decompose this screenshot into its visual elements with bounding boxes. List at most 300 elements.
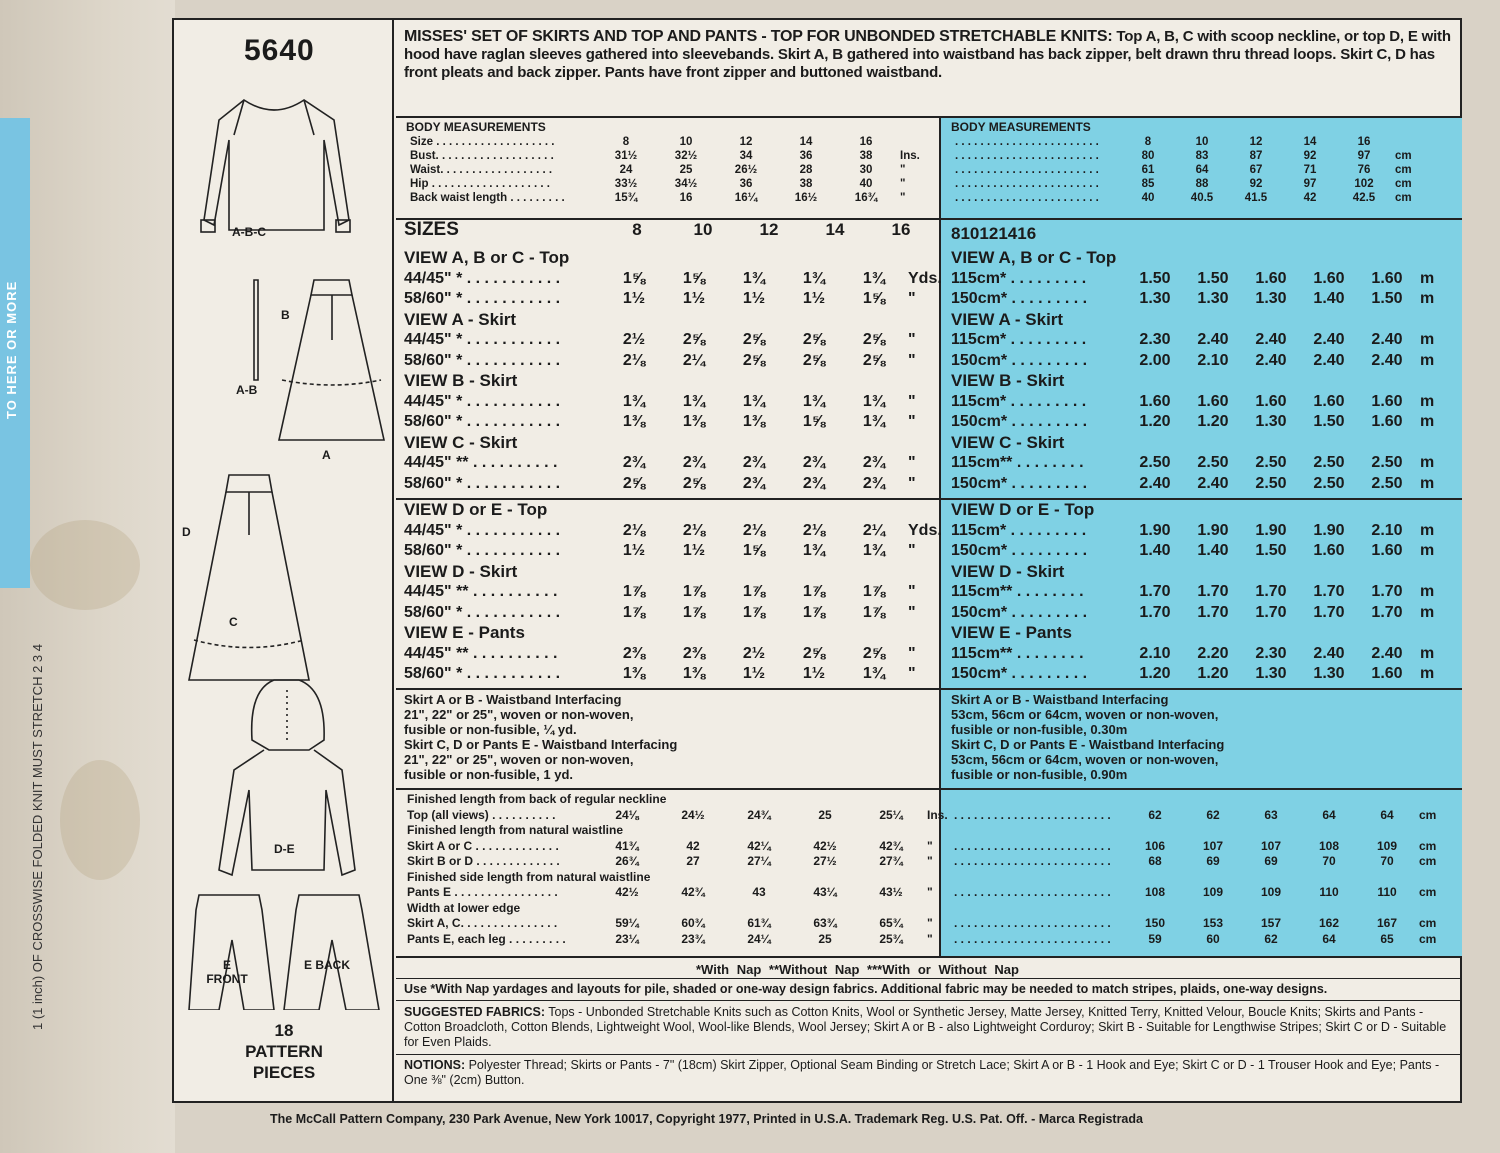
yardage-fabric-width: 58/60" * . . . . . . . . . . . bbox=[404, 290, 561, 307]
yardage-value: 1.50 bbox=[1139, 269, 1171, 287]
yardage-value: 2¾ bbox=[862, 454, 886, 471]
measurement-row bbox=[951, 177, 1416, 191]
yardage-fabric-width: 115cm** . . . . . . . . bbox=[951, 583, 1084, 600]
yardage-value: 1.90 bbox=[1139, 521, 1171, 539]
yardage-value: 1⅜ bbox=[682, 413, 706, 430]
finished-label: . . . . . . . . . . . . . . . . . . . . . . . . bbox=[954, 854, 1111, 868]
yardage-fabric-width: 150cm* . . . . . . . . . bbox=[951, 474, 1088, 492]
measurement-value: 16½ bbox=[794, 192, 818, 204]
finished-value: 69 bbox=[1206, 854, 1220, 868]
yardage-value: 1⅝ bbox=[862, 290, 886, 307]
paper-stain bbox=[60, 760, 140, 880]
finished-value: 107 bbox=[1202, 838, 1224, 853]
finished-row bbox=[951, 885, 1439, 901]
yardage-fabric-width: 44/45" * . . . . . . . . . . . bbox=[404, 521, 561, 539]
body-measurements-us bbox=[406, 120, 924, 205]
yardage-unit: " bbox=[908, 351, 916, 369]
yardage-value: 1⅝ bbox=[622, 269, 646, 287]
finished-measurements-us bbox=[404, 792, 951, 947]
yardage-section-row bbox=[951, 562, 1456, 583]
interfacing-line: 53cm, 56cm or 64cm, woven or non-woven, bbox=[951, 707, 1219, 722]
yardage-value: 1.30 bbox=[1255, 413, 1287, 430]
yardage-value: 1.70 bbox=[1313, 583, 1345, 600]
finished-row bbox=[951, 854, 1439, 870]
yardage-fabric-width: 44/45" * . . . . . . . . . . . bbox=[404, 392, 561, 410]
yardage-row bbox=[404, 412, 944, 433]
yardage-section-row bbox=[404, 562, 944, 583]
finished-heading-row bbox=[404, 792, 951, 808]
notions-text: Polyester Thread; Skirts or Pants - 7" (18cm) Skirt Zipper, Optional Seam Binding or Stretch Lace; Skirt A or B - 1 Hook and Eye; Skirt C or D - 1 Trouser Hook and Eye; Pants - One ⅜" (2cm) Button. bbox=[404, 1058, 1440, 1087]
measurement-label: . . . . . . . . . . . . . . . . . . . . . . . bbox=[955, 192, 1099, 204]
yardage-table-metric-bottom bbox=[951, 500, 1456, 685]
top-abc-drawing bbox=[201, 100, 350, 232]
measurement-value: 12 bbox=[1249, 136, 1263, 148]
measurement-value: 42 bbox=[1303, 192, 1317, 204]
finished-heading: Finished length from back of regular neckline bbox=[407, 792, 667, 806]
interfacing-line: Skirt A or B - Waistband Interfacing bbox=[404, 692, 622, 707]
finished-value: 60 bbox=[1206, 931, 1220, 946]
suggested-fabrics-label: SUGGESTED FABRICS: bbox=[404, 1005, 545, 1019]
yardage-value: 2¾ bbox=[682, 454, 706, 471]
finished-value: 25¼ bbox=[879, 807, 903, 822]
yardage-unit: Yds. bbox=[908, 521, 942, 539]
measurement-value: 87 bbox=[1249, 150, 1263, 162]
yardage-value: 1⅞ bbox=[742, 583, 766, 600]
yardage-unit: " bbox=[908, 474, 916, 492]
finished-value: 42¾ bbox=[681, 885, 705, 899]
measurement-value: 16 bbox=[1357, 136, 1371, 148]
skirt-cd-drawing bbox=[189, 475, 309, 680]
interfacing-us bbox=[404, 692, 677, 782]
finished-value: 27¼ bbox=[747, 854, 771, 868]
finished-value: 109 bbox=[1202, 885, 1224, 899]
body-measurements-table bbox=[406, 135, 924, 205]
yardage-value: 1.50 bbox=[1313, 413, 1345, 430]
measurement-value: 10 bbox=[679, 136, 693, 148]
finished-value: 24½ bbox=[681, 807, 705, 822]
yardage-section-title: VIEW A, B or C - Top bbox=[951, 248, 1117, 267]
measurement-value: 30 bbox=[859, 164, 873, 176]
finished-value: 62 bbox=[1206, 807, 1220, 822]
finished-value: 62 bbox=[1148, 807, 1162, 822]
yardage-unit: Yds. bbox=[908, 269, 942, 287]
measurement-unit: cm bbox=[1395, 164, 1412, 176]
yardage-row bbox=[951, 412, 1456, 433]
yardage-value: 2¾ bbox=[742, 454, 766, 471]
finished-row bbox=[951, 932, 1439, 948]
measurement-unit bbox=[1391, 135, 1416, 149]
finished-label: Top (all views) . . . . . . . . . . bbox=[407, 807, 556, 822]
yardage-row bbox=[951, 392, 1456, 413]
yardage-unit: m bbox=[1420, 603, 1435, 621]
yardage-row bbox=[951, 474, 1456, 495]
yardage-section-title: VIEW A - Skirt bbox=[951, 309, 1064, 329]
measurement-value: 14 bbox=[799, 136, 813, 148]
body-measurements-table bbox=[951, 135, 1416, 205]
finished-heading-row bbox=[951, 823, 1439, 839]
yardage-value: 2¾ bbox=[622, 454, 646, 471]
yardage-section-title: VIEW A - Skirt bbox=[404, 309, 517, 329]
measurement-value: 36 bbox=[739, 178, 753, 190]
measurement-row bbox=[406, 135, 924, 149]
interfacing-metric bbox=[951, 692, 1224, 782]
view-label: D bbox=[182, 525, 191, 539]
yardage-value: 1⅞ bbox=[682, 603, 706, 621]
interfacing-line: Skirt A or B - Waistband Interfacing bbox=[951, 692, 1169, 707]
yardage-value: 1.70 bbox=[1139, 603, 1171, 621]
measurement-value: 41.5 bbox=[1244, 192, 1268, 204]
finished-unit: cm bbox=[1419, 931, 1437, 946]
size-value: 14 bbox=[998, 224, 1018, 243]
yardage-value: 2.00 bbox=[1139, 351, 1171, 369]
measurement-value: 8 bbox=[622, 136, 630, 148]
yardage-row bbox=[404, 644, 944, 665]
yardage-row bbox=[404, 289, 944, 310]
divider bbox=[396, 1054, 1462, 1055]
yardage-unit: m bbox=[1420, 331, 1435, 348]
finished-heading-row bbox=[951, 901, 1439, 917]
interfacing-line: 21", 22" or 25", woven or non-woven, bbox=[404, 752, 634, 767]
finished-value: 62 bbox=[1264, 931, 1278, 946]
size-value: 8 bbox=[951, 224, 961, 243]
yardage-value: 1.40 bbox=[1139, 542, 1171, 559]
finished-value: 109 bbox=[1376, 838, 1398, 853]
finished-unit: Ins. bbox=[927, 807, 948, 822]
yardage-row bbox=[951, 351, 1456, 372]
yardage-unit: " bbox=[908, 542, 916, 559]
size-value: 8 bbox=[632, 220, 642, 239]
pattern-number: 5640 bbox=[244, 34, 315, 67]
measurement-value: 61 bbox=[1141, 164, 1155, 176]
yardage-value: 1½ bbox=[742, 665, 766, 682]
yardage-value: 2¾ bbox=[862, 474, 886, 492]
yardage-unit: " bbox=[908, 290, 916, 307]
finished-value: 59¼ bbox=[615, 916, 639, 930]
measurement-unit bbox=[896, 135, 924, 149]
finished-value: 27½ bbox=[813, 854, 837, 868]
measurement-unit: Ins. bbox=[900, 150, 920, 162]
yardage-value: 2.30 bbox=[1255, 644, 1287, 662]
yardage-value: 1½ bbox=[682, 290, 706, 307]
yardage-value: 2.50 bbox=[1139, 454, 1171, 471]
view-label: A bbox=[322, 448, 331, 462]
yardage-value: 1.40 bbox=[1197, 542, 1229, 559]
yardage-value: 2.40 bbox=[1313, 644, 1345, 662]
finished-value: 42¼ bbox=[747, 838, 771, 853]
yardage-row bbox=[404, 603, 944, 624]
size-value: 16 bbox=[1017, 224, 1037, 243]
yardage-section-title: VIEW C - Skirt bbox=[951, 432, 1065, 452]
yardage-value: 1⅞ bbox=[682, 583, 706, 600]
measurement-value: 71 bbox=[1303, 164, 1317, 176]
yardage-section-row bbox=[404, 310, 944, 331]
interfacing-line: fusible or non-fusible, ¼ yd. bbox=[404, 722, 577, 737]
paper-stain bbox=[30, 520, 140, 610]
finished-value: 42½ bbox=[813, 838, 837, 853]
yardage-value: 1⅞ bbox=[862, 583, 886, 600]
measurement-value: 31½ bbox=[614, 150, 638, 162]
yardage-value: 1⅜ bbox=[742, 413, 766, 430]
yardage-value: 1¾ bbox=[802, 392, 826, 410]
finished-value: 27¾ bbox=[879, 854, 903, 868]
yardage-fabric-width: 150cm* . . . . . . . . . bbox=[951, 542, 1088, 559]
yardage-fabric-width: 115cm** . . . . . . . . bbox=[951, 454, 1084, 471]
sizes-row bbox=[951, 224, 1036, 245]
yardage-value: 1.60 bbox=[1371, 392, 1403, 410]
measurement-value: 25 bbox=[679, 164, 693, 176]
yardage-value: 1.20 bbox=[1139, 665, 1171, 682]
yardage-row bbox=[951, 269, 1456, 290]
size-value: 12 bbox=[759, 220, 779, 239]
measurement-label: . . . . . . . . . . . . . . . . . . . . . . . bbox=[955, 150, 1099, 162]
size-value: 16 bbox=[891, 220, 911, 239]
yardage-value: 1¾ bbox=[862, 665, 886, 682]
measurement-row bbox=[406, 163, 924, 177]
publisher-footer: The McCall Pattern Company, 230 Park Avenue, New York 10017, Copyright 1977, Printed in U.S.A. Trademark Reg. U.S. Pat. Off. - Marca Registrada bbox=[270, 1112, 1143, 1126]
sizes-label: SIZES bbox=[404, 219, 459, 240]
yardage-value: 2⅝ bbox=[862, 644, 886, 662]
yardage-value: 2.30 bbox=[1139, 331, 1171, 348]
yardage-row bbox=[951, 644, 1456, 665]
size-value: 12 bbox=[979, 224, 999, 243]
yardage-value: 1.30 bbox=[1139, 290, 1171, 307]
measurement-label: . . . . . . . . . . . . . . . . . . . . . . . bbox=[955, 178, 1099, 190]
measurement-label: Hip . . . . . . . . . . . . . . . . . . . bbox=[410, 178, 550, 190]
measurement-row bbox=[406, 149, 924, 163]
yardage-value: 1.40 bbox=[1313, 290, 1345, 307]
yardage-section-row bbox=[404, 500, 944, 521]
yardage-table-us-top bbox=[404, 248, 944, 494]
measurement-unit: cm bbox=[1395, 150, 1412, 162]
finished-row bbox=[404, 854, 951, 870]
yardage-section-row bbox=[951, 500, 1456, 521]
finished-value: 24¼ bbox=[747, 931, 771, 946]
yardage-fabric-width: 115cm* . . . . . . . . . bbox=[951, 521, 1087, 539]
sizes-header-metric bbox=[951, 224, 1036, 245]
yardage-value: 1.70 bbox=[1197, 583, 1229, 600]
finished-value: 23¾ bbox=[681, 931, 705, 946]
divider bbox=[396, 1000, 1462, 1001]
measurement-value: 102 bbox=[1354, 178, 1374, 190]
yardage-section-row bbox=[404, 433, 944, 454]
measurement-value: 16¼ bbox=[734, 192, 758, 204]
yardage-fabric-width: 150cm* . . . . . . . . . bbox=[951, 290, 1088, 307]
yardage-section-title: VIEW B - Skirt bbox=[404, 371, 518, 390]
finished-label: Pants E . . . . . . . . . . . . . . . . bbox=[407, 885, 558, 899]
yardage-row bbox=[404, 453, 944, 474]
yardage-value: 1¾ bbox=[682, 392, 706, 410]
yardage-table-us-bottom bbox=[404, 500, 944, 685]
finished-value: 25 bbox=[818, 931, 832, 946]
finished-heading-row bbox=[404, 870, 951, 886]
yardage-value: 1⅞ bbox=[742, 603, 766, 621]
yardage-row bbox=[951, 541, 1456, 562]
view-label: E BACK bbox=[303, 958, 350, 972]
finished-heading bbox=[951, 823, 1439, 839]
measurement-unit: " bbox=[900, 164, 906, 176]
measurement-value: 14 bbox=[1303, 136, 1317, 148]
yardage-row bbox=[951, 521, 1456, 542]
finished-value: 107 bbox=[1260, 838, 1282, 853]
measurement-unit: cm bbox=[1395, 192, 1412, 204]
yardage-value: 1¾ bbox=[742, 269, 766, 287]
yardage-value: 2.10 bbox=[1139, 644, 1171, 662]
interfacing-line: 53cm, 56cm or 64cm, woven or non-woven, bbox=[951, 752, 1219, 767]
finished-value: 167 bbox=[1376, 916, 1398, 930]
yardage-unit: m bbox=[1420, 290, 1435, 307]
pattern-description bbox=[404, 28, 1454, 82]
finished-value: 109 bbox=[1260, 885, 1282, 899]
finished-row bbox=[951, 808, 1439, 824]
yardage-unit: m bbox=[1420, 351, 1435, 369]
yardage-row bbox=[951, 664, 1456, 685]
measurement-value: 92 bbox=[1249, 178, 1263, 190]
measurement-value: 16 bbox=[679, 192, 693, 204]
yardage-value: 1⅜ bbox=[622, 413, 646, 430]
yardage-row bbox=[951, 603, 1456, 624]
finished-label: Pants E, each leg . . . . . . . . . bbox=[407, 931, 566, 946]
finished-value: 157 bbox=[1260, 916, 1282, 930]
finished-value: 68 bbox=[1148, 854, 1162, 868]
measurement-value: 33½ bbox=[614, 178, 638, 190]
yardage-fabric-width: 150cm* . . . . . . . . . bbox=[951, 351, 1088, 369]
finished-value: 27 bbox=[686, 854, 700, 868]
yardage-value: 1½ bbox=[622, 290, 646, 307]
finished-unit: cm bbox=[1419, 916, 1437, 930]
measurement-value: 26½ bbox=[734, 164, 758, 176]
yardage-value: 1.90 bbox=[1255, 521, 1287, 539]
yardage-value: 1.60 bbox=[1371, 542, 1403, 559]
measurement-unit: cm bbox=[1395, 178, 1412, 190]
pants-front-drawing bbox=[189, 895, 274, 1010]
finished-value: 64 bbox=[1322, 807, 1336, 822]
yardage-value: 2⅝ bbox=[802, 644, 826, 662]
yardage-value: 1.30 bbox=[1255, 665, 1287, 682]
measurement-label: Size . . . . . . . . . . . . . . . . . . . bbox=[410, 136, 555, 148]
finished-value: 43½ bbox=[879, 885, 903, 899]
finished-row bbox=[404, 916, 951, 932]
yardage-fabric-width: 44/45" ** . . . . . . . . . . bbox=[404, 454, 558, 471]
yardage-row bbox=[951, 330, 1456, 351]
yardage-value: 1.20 bbox=[1197, 413, 1229, 430]
finished-row bbox=[404, 885, 951, 901]
measurement-value: 97 bbox=[1303, 178, 1317, 190]
finished-heading: Finished side length from natural waistline bbox=[407, 869, 651, 884]
finished-unit: cm bbox=[1419, 807, 1437, 822]
yardage-value: 1.60 bbox=[1371, 665, 1403, 682]
yardage-value: 2.40 bbox=[1371, 644, 1403, 662]
finished-value: 70 bbox=[1322, 854, 1336, 868]
measurement-value: 36 bbox=[799, 150, 813, 162]
finished-value: 41¾ bbox=[615, 838, 639, 853]
yardage-value: 1.70 bbox=[1139, 583, 1171, 600]
finished-value: 162 bbox=[1318, 916, 1340, 930]
measurement-value: 16¾ bbox=[854, 192, 878, 204]
yardage-value: 1¾ bbox=[802, 542, 826, 559]
notions-label: NOTIONS: bbox=[404, 1058, 466, 1072]
belt-drawing bbox=[254, 280, 258, 380]
measurement-value: 28 bbox=[799, 164, 813, 176]
yardage-fabric-width: 115cm* . . . . . . . . . bbox=[951, 392, 1087, 410]
yardage-row bbox=[404, 664, 944, 685]
yardage-value: 1.60 bbox=[1255, 269, 1287, 287]
finished-value: 153 bbox=[1202, 916, 1224, 930]
measurement-value: 88 bbox=[1195, 178, 1209, 190]
yardage-value: 1½ bbox=[622, 542, 646, 559]
measurement-unit: " bbox=[900, 178, 906, 190]
yardage-value: 2.50 bbox=[1371, 474, 1403, 492]
finished-heading-row bbox=[951, 792, 1439, 808]
yardage-value: 2⅝ bbox=[742, 351, 766, 369]
finished-value: 69 bbox=[1264, 854, 1278, 868]
yardage-value: 2.50 bbox=[1371, 454, 1403, 471]
yardage-value: 2¼ bbox=[682, 351, 706, 369]
yardage-section-title: VIEW C - Skirt bbox=[404, 432, 518, 452]
yardage-unit: m bbox=[1420, 665, 1435, 682]
yardage-value: 2⅝ bbox=[622, 474, 646, 492]
finished-row bbox=[951, 839, 1439, 855]
finished-row bbox=[404, 932, 951, 948]
finished-heading: Width at lower edge bbox=[407, 900, 521, 915]
finished-label: . . . . . . . . . . . . . . . . . . . . . . . . bbox=[954, 885, 1111, 899]
pieces-label-2: PIECES bbox=[252, 1063, 316, 1082]
illustrations-column bbox=[174, 20, 394, 1103]
measurement-row bbox=[951, 191, 1416, 205]
yardage-fabric-width: 58/60" * . . . . . . . . . . . bbox=[404, 665, 561, 682]
pattern-pieces-count bbox=[214, 1020, 354, 1083]
yardage-value: 1.60 bbox=[1313, 269, 1345, 287]
yardage-value: 2⅛ bbox=[682, 521, 706, 539]
yardage-value: 1.60 bbox=[1197, 392, 1229, 410]
yardage-fabric-width: 150cm* . . . . . . . . . bbox=[951, 665, 1088, 682]
yardage-value: 1⅞ bbox=[802, 583, 826, 600]
yardage-unit: " bbox=[908, 413, 916, 430]
yardage-value: 2⅝ bbox=[682, 474, 706, 492]
yardage-row bbox=[951, 453, 1456, 474]
yardage-table bbox=[404, 500, 944, 685]
finished-value: 26¾ bbox=[615, 854, 639, 868]
measurement-value: 12 bbox=[739, 136, 753, 148]
description-title: MISSES' SET OF SKIRTS AND TOP AND PANTS - TOP FOR UNBONDED STRETCHABLE KNITS: bbox=[404, 28, 1113, 45]
yardage-fabric-width: 44/45" * . . . . . . . . . . . bbox=[404, 331, 561, 348]
yardage-value: 2.50 bbox=[1313, 454, 1345, 471]
finished-value: 70 bbox=[1380, 854, 1394, 868]
yardage-fabric-width: 58/60" * . . . . . . . . . . . bbox=[404, 542, 561, 559]
finished-value: 61¾ bbox=[747, 916, 771, 930]
yardage-value: 2⅜ bbox=[622, 644, 646, 662]
yardage-value: 1.30 bbox=[1313, 665, 1345, 682]
finished-unit: cm bbox=[1419, 854, 1437, 868]
finished-value: 25 bbox=[818, 807, 832, 822]
divider bbox=[396, 978, 1462, 979]
yardage-value: 1⅜ bbox=[682, 665, 706, 682]
sizes-row bbox=[404, 220, 934, 241]
yardage-fabric-width: 115cm* . . . . . . . . . bbox=[951, 269, 1087, 287]
finished-unit: " bbox=[927, 838, 933, 853]
finished-unit: cm bbox=[1419, 838, 1437, 853]
finished-heading-row bbox=[951, 870, 1439, 886]
measurement-label: Waist. . . . . . . . . . . . . . . . . . bbox=[410, 164, 553, 176]
yardage-unit: m bbox=[1420, 413, 1435, 430]
finished-heading bbox=[951, 901, 1439, 917]
yardage-value: 1.30 bbox=[1255, 290, 1287, 307]
yardage-row bbox=[404, 351, 944, 372]
yardage-value: 1½ bbox=[742, 290, 766, 307]
skirt-ab-drawing bbox=[279, 280, 384, 440]
yardage-value: 1¾ bbox=[862, 269, 886, 287]
finished-value: 24⅛ bbox=[615, 807, 639, 822]
finished-table bbox=[404, 792, 951, 947]
